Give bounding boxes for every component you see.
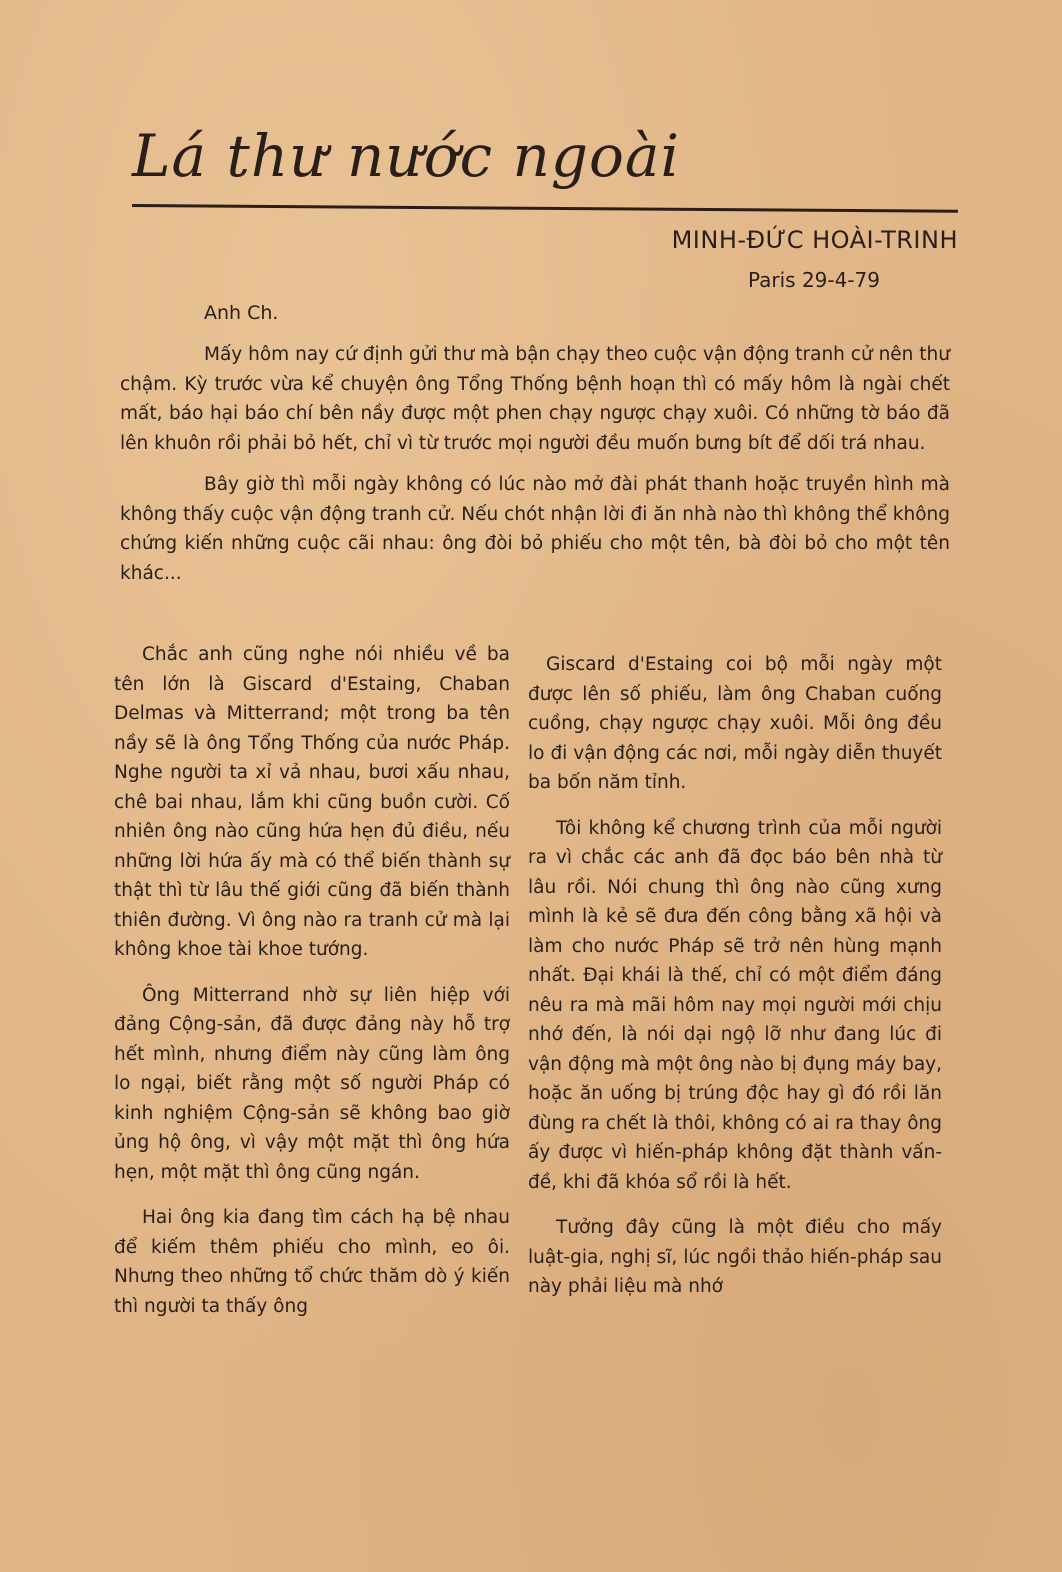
left-column [114, 640, 510, 1337]
intro-paragraph: Mấy hôm nay cứ định gửi thư mà bận chạy theo cuộc vận động tranh cử nên thư chậm. Kỳ trước vừa kể chuyện ông Tổng Thống bệnh hoạn thì có mấy hôm là ngài chết mất, báo hại báo chí bên nầy được một phen chạy ngược chạy xuôi. Có những tờ báo đã lên khuôn rồi phải bỏ hết, chỉ vì từ trước mọi người đều muốn bưng bít để dối trá nhau. [120, 344, 950, 454]
body-paragraph: Hai ông kia đang tìm cách hạ bệ nhau để kiếm thêm phiếu cho mình, eo ôi. Nhưng theo những tổ chức thăm dò ý kiến thì người ta thấy ông [114, 1207, 510, 1317]
intro-paragraph: Bây giờ thì mỗi ngày không có lúc nào mở đài phát thanh hoặc truyền hình mà không thấy cuộc vận động tranh cử. Nếu chót nhận lời đi ăn nhà nào thì không thể không chứng kiến những cuộc cãi nhau: ông đòi bỏ phiếu cho một tên, bà đòi bỏ cho một tên khác... [120, 474, 950, 584]
title-underline [132, 204, 958, 213]
article-dateline: Paris 29-4-79 [747, 268, 880, 292]
article-title: Lá thư nước ngoài [132, 122, 681, 190]
body-paragraph: Tôi không kể chương trình của mỗi người ra vì chắc các anh đã đọc báo bên nhà từ lâu rồi. Nói chung thì ông nào cũng xưng mình là kẻ sẽ đưa đến công bằng xã hội và làm cho nước Pháp sẽ trở nên hùng mạnh nhất. Đại khái là thế, chỉ có một điểm đáng nêu ra mà mãi hôm nay mọi người mới chịu nhớ đến, là nói dại ngộ lỡ như đang lúc đi vận động mà một ông nào bị đụng máy bay, hoặc ăn uống bị trúng độc hay gì đó rồi lăn đùng ra chết là thôi, không có ai ra thay ông ấy được vì hiến-pháp không đặt thành vấn-đề, khi đã khóa sổ rồi là hết. [528, 817, 942, 1193]
article-author: MINH-ĐỨC HOÀI-TRINH [671, 226, 958, 254]
body-paragraph: Giscard d'Estaing coi bộ mỗi ngày một được lên số phiếu, làm ông Chaban cuống cuồng, chạy ngược chạy xuôi. Mỗi ông đều lo đi vận động các nơi, mỗi ngày diễn thuyết ba bốn năm tỉnh. [528, 654, 942, 793]
body-paragraph: Chắc anh cũng nghe nói nhiều về ba tên lớn là Giscard d'Estaing, Chaban Delmas và Mitterrand; một trong ba tên nầy sẽ là ông Tổng Thống của nước Pháp. Nghe người ta xỉ vả nhau, bươi xấu nhau, chê bai nhau, lắm khi cũng buồn cười. Cố nhiên ông nào cũng hứa hẹn đủ điều, nếu những lời hứa ấy mà có thể biến thành sự thật thì từ lâu thế giới cũng đã biến thành thiên đường. Vì ông nào ra tranh cử mà lại không khoe tài khoe tướng. [114, 644, 510, 960]
body-paragraph: Ông Mitterrand nhờ sự liên hiệp với đảng Cộng-sản, đã được đảng này hỗ trợ hết mình, nhưng điểm này cũng làm ông lo ngại, biết rằng một số người Pháp có kinh nghiệm Cộng-sản sẽ không bao giờ ủng hộ ông, vì vậy một mặt thì ông hứa hẹn, một mặt thì ông cũng ngán. [114, 984, 510, 1183]
letter-salutation: Anh Ch. [204, 302, 279, 324]
intro-block [120, 340, 950, 600]
body-paragraph: Tưởng đây cũng là một điều cho mấy luật-gia, nghị sĩ, lúc ngồi thảo hiến-pháp sau này phải liệu mà nhớ [528, 1217, 942, 1297]
right-column [528, 650, 942, 1318]
